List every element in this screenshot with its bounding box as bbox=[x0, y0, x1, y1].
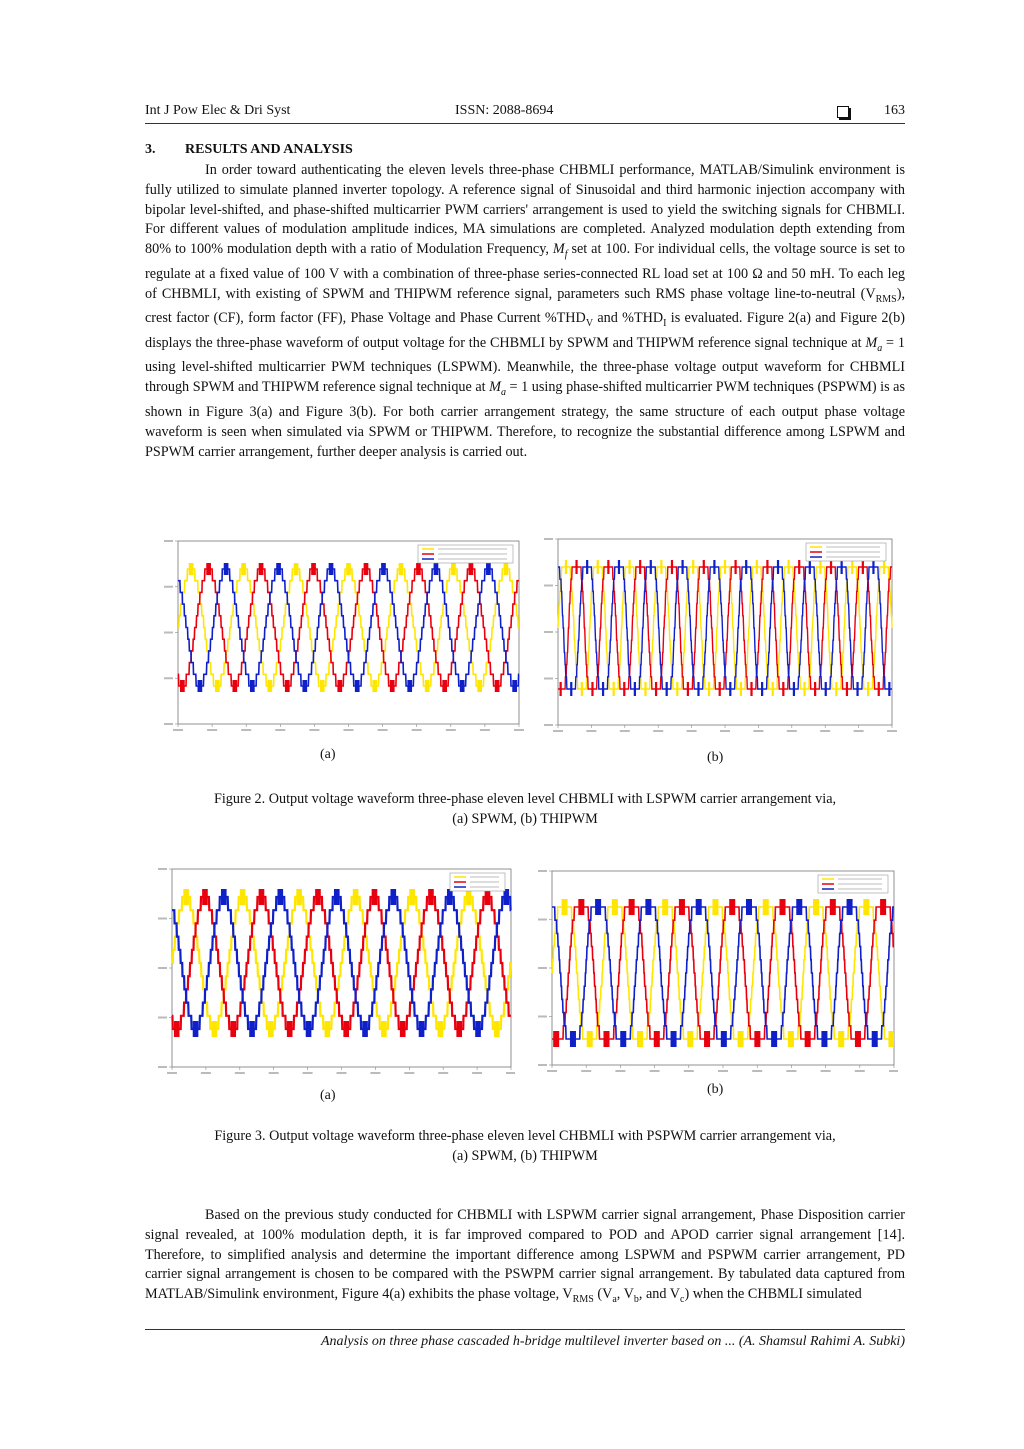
figure2b-plot bbox=[538, 533, 898, 745]
figure2b-label: (b) bbox=[707, 750, 724, 765]
figure2-caption: Figure 2. Output voltage waveform three-phase eleven level CHBMLI with LSPWM carrier arrangement via, (a) SPWM, (b) THIPWM bbox=[213, 791, 837, 827]
figure2a-plot bbox=[158, 533, 525, 742]
footer-rule bbox=[145, 1329, 905, 1330]
issn: ISSN: 2088-8694 bbox=[455, 103, 554, 118]
analysis-paragraph: Based on the previous study conducted for CHBMLI with LSPWM carrier signal arrangement, Phase Disposition carrier signal revealed, at 100% modulation depth, it is far improved compared to POD and APOD carrier signal arrangement [14]. Therefore, to simplified analysis and determine the important difference among LSPWM and PSPWM carrier arrangement, PD carrier signal arrangement is chosen to be compared with the PSWPM carrier signal arrangement. By tabulated data captured from MATLAB/Simulink environment, Figure 4(a) exhibits the phase voltage, $V_{RMS}$ ($V_a$, $V_b$, and $V_c$) when the CHBMLI simulated bbox=[145, 1207, 905, 1306]
running-header bbox=[145, 103, 905, 124]
figure2a-label: (a) bbox=[320, 747, 336, 762]
section-heading bbox=[145, 142, 353, 158]
section-title: RESULTS AND ANALYSIS bbox=[185, 142, 353, 157]
figure3b-label: (b) bbox=[707, 1082, 724, 1097]
checkbox-icon bbox=[837, 106, 849, 118]
journal-name: Int J Pow Elec & Dri Syst bbox=[145, 103, 291, 118]
section-number: 3. bbox=[145, 142, 156, 157]
page-number: 163 bbox=[884, 103, 905, 118]
figure3-caption: Figure 3. Output voltage waveform three-phase eleven level CHBMLI with PSPWM carrier arrangement via, (a) SPWM, (b) THIPWM bbox=[214, 1128, 836, 1164]
results-paragraph: In order toward authenticating the eleven levels three-phase CHBMLI performance, MATLAB/Simulink environment is fully utilized to simulate planned inverter topology. A reference signal of Sinusoidal and third harmonic injection accompany with bipolar level-shifted, and phase-shifted multicarrier PWM carriers' arrangement is used to yield the switching signals for CHBMLI. For different values of modulation amplitude indices, MA simulations are completed. Analyzed modulation depth extending from 80% to 100% modulation depth with a ratio of Modulation Frequency, $M_f$ set at 100. For individual cells, the voltage source is set to regulate at a fixed value of 100 V with a combination of three-phase series-connected RL load set at 100 Ω and 50 mH. To each leg of CHBMLI, with existing of SPWM and THIPWM reference signal, parameters such RMS phase voltage line-to-neutral $(V_{RMS})$, crest factor (CF), form factor (FF), Phase Voltage and Phase Current $\%THD_V$ and $\%THD_I$ is evaluated. Figure 2(a) and Figure 2(b) displays the three-phase waveform of output voltage for the CHBMLI by SPWM and THIPWM reference signal technique at $M_a = 1$ using level-shifted multicarrier PWM techniques (LSPWM). Meanwhile, the three-phase voltage output waveform for CHBMLI through SPWM and THIPWM reference signal technique at $M_a = 1$ using phase-shifted multicarrier PWM techniques (PSPWM) is as shown in Figure 3(a) and Figure 3(b). For both carrier arrangement strategy, the same structure of each output phase voltage waveform is seen when simulated via SPWM or THIPWM. Therefore, to recognize the substantial difference among LSPWM and PSPWM carrier arrangement, further deeper analysis is carried out. bbox=[145, 162, 905, 460]
running-footer: Analysis on three phase cascaded h-bridge multilevel inverter based on ... (A. Shamsul Rahimi A. Subki) bbox=[320, 1334, 905, 1349]
figure3a-label: (a) bbox=[320, 1088, 336, 1103]
figure3a-plot bbox=[158, 863, 515, 1085]
figure3b-plot bbox=[538, 865, 898, 1083]
